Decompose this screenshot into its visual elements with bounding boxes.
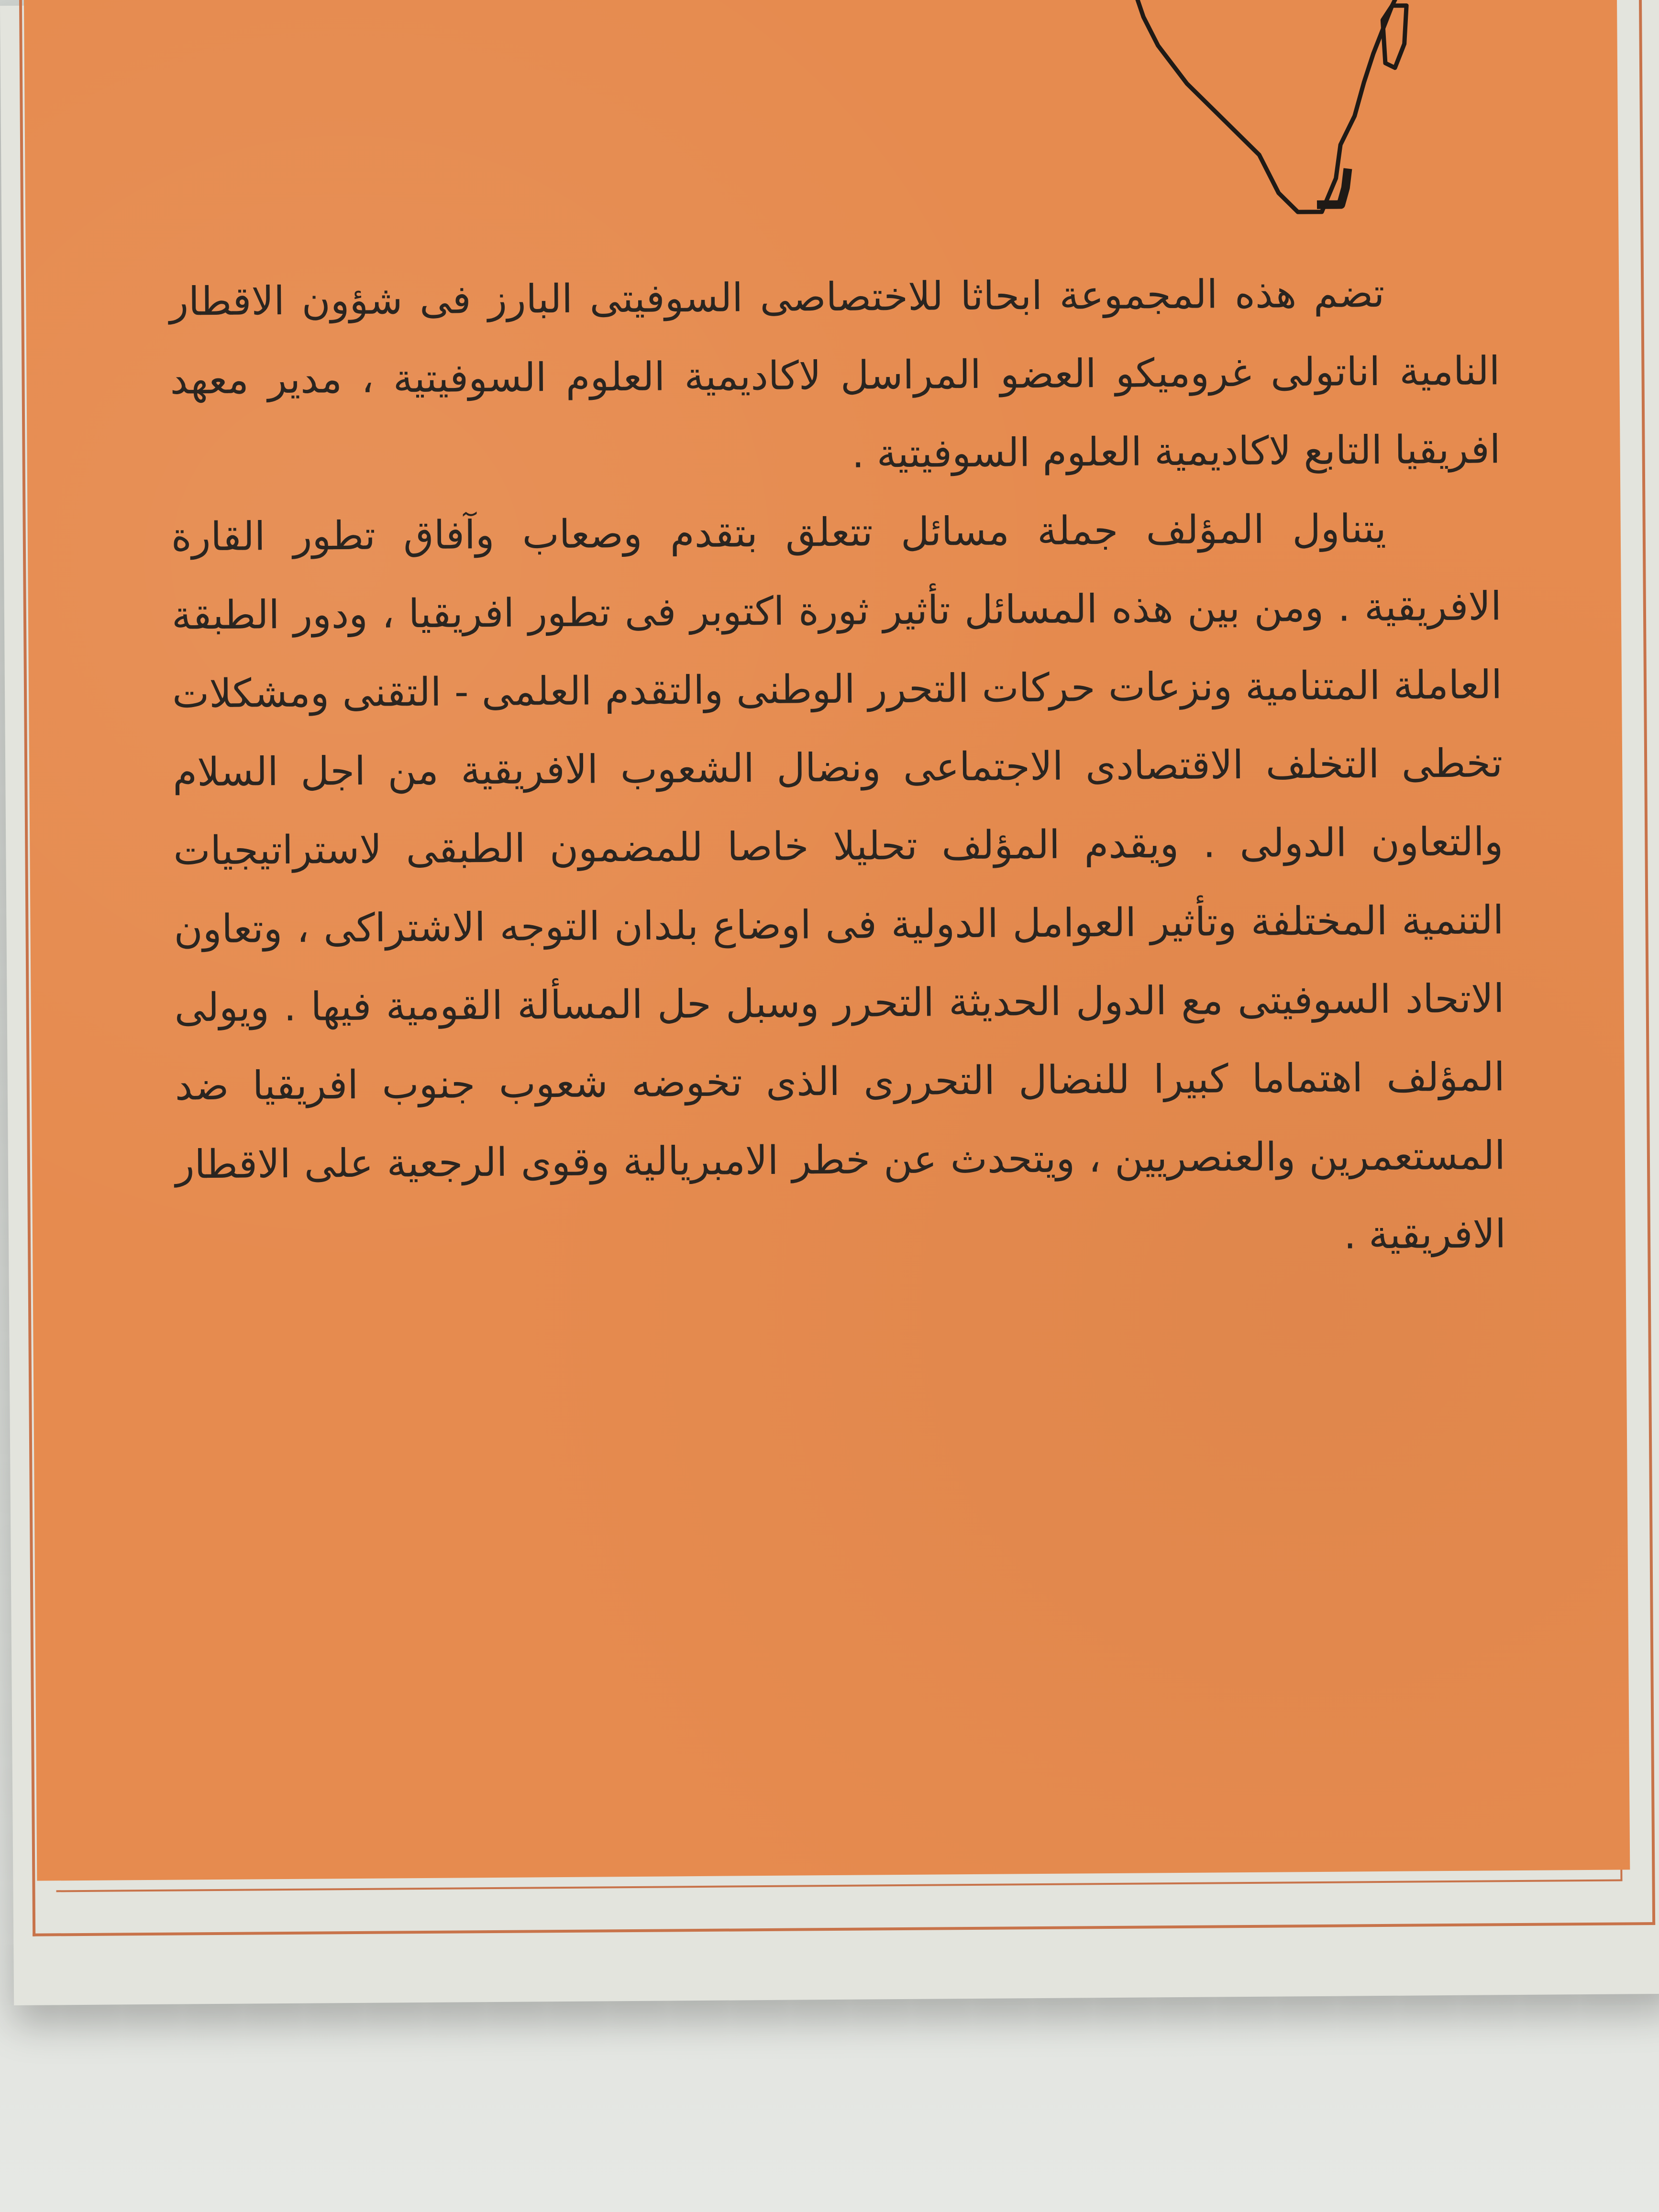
description-paragraph-1: تضم هذه المجموعة ابحاثا للاختصاصى السوفيتى البارز فى شؤون الاقطار النامية اناتولى غروميكو العضو المراسل لاكاديمية العلوم السوفيتية ، مدير معهد افريقيا التابع لاكاديمية العلوم السوفيتية . [169, 270, 1501, 477]
back-cover-description [169, 254, 1506, 1283]
africa-map-icon [1115, 0, 1451, 228]
orange-text-panel [24, 0, 1630, 1881]
description-paragraph-2: يتناول المؤلف جملة مسائل تتعلق بتقدم وصعاب وآفاق تطور القارة الافريقية . ومن بين هذه المسائل تأثير ثورة اكتوبر فى تطور افريقيا ، ودور الطبقة العاملة المتنامية ونزعات حركات التحرر الوطنى والتقدم العلمى - التقنى ومشكلات تخطى التخلف الاقتصادى الاجتماعى ونضال الشعوب الافريقية من اجل السلام والتعاون الدولى . ويقدم المؤلف تحليلا خاصا للمضمون الطبقى لاستراتيجيات التنمية المختلفة وتأثير العوامل الدولية فى اوضاع بلدان التوجه الاشتراكى ، وتعاون الاتحاد السوفيتى مع الدول الحديثة التحرر وسبل حل المسألة القومية فيها . ويولى المؤلف اهتماما كبيرا للنضال التحررى الذى تخوضه شعوب جنوب افريقيا ضد المستعمرين والعنصريين ، ويتحدث عن خطر الامبريالية وقوى الرجعية على الاقطار الافريقية . [171, 506, 1506, 1258]
